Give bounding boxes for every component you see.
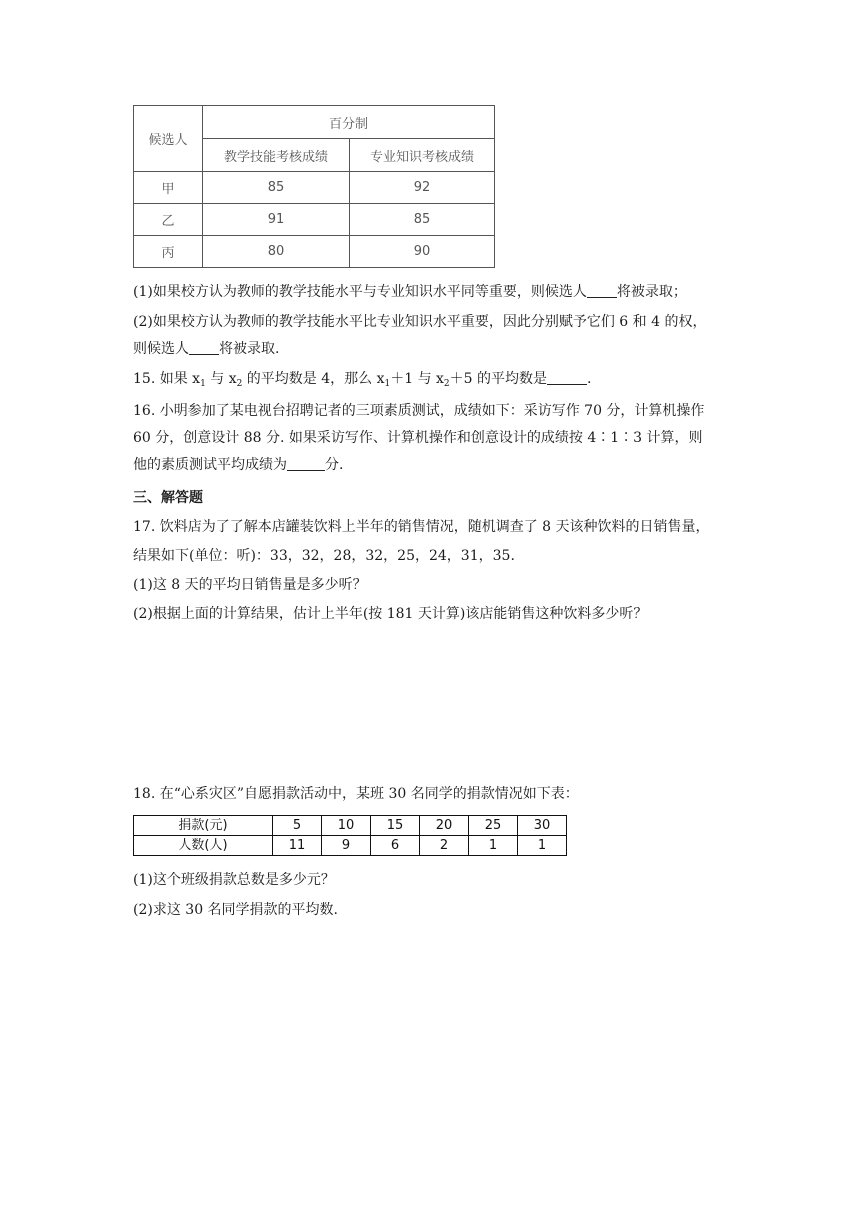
table-row	[134, 236, 495, 268]
candidate-name: 甲	[134, 172, 203, 204]
question-18-part2: (2)求这 30 名同学捐款的平均数.	[133, 902, 338, 918]
candidate-score-table	[133, 105, 495, 268]
answer-blank	[547, 370, 587, 385]
subscript: 1	[200, 379, 206, 389]
donation-value: 15	[371, 816, 420, 836]
section-heading: 三、解答题	[133, 490, 203, 506]
question-18-part1: (1)这个班级捐款总数是多少元？	[133, 872, 335, 888]
q14-part2-line1: (2)如果校方认为教师的教学技能水平比专业知识水平重要，因此分别赋予它们 6 和 4 的权，	[133, 314, 707, 330]
candidate-name: 丙	[134, 236, 203, 268]
knowledge-score: 90	[350, 236, 495, 268]
answer-blank	[587, 283, 617, 298]
header-percentage: 百分制	[203, 106, 495, 139]
header-teaching-score: 教学技能考核成绩	[203, 139, 350, 172]
answer-blank	[287, 456, 325, 471]
teaching-score: 91	[203, 204, 350, 236]
question-17-line1: 17. 饮料店为了了解本店罐装饮料上半年的销售情况，随机调查了 8 天该种饮料的日销售量，	[133, 519, 710, 535]
table-row	[134, 816, 567, 836]
people-count: 1	[469, 836, 518, 856]
subscript: 2	[443, 379, 450, 389]
people-count: 2	[420, 836, 469, 856]
q14-part1-text: (1)如果校方认为教师的教学技能水平与专业知识水平同等重要，则候选人	[133, 284, 587, 300]
question-17-line2: 结果如下(单位：听)：33，32，28，32，25，24，31，35.	[133, 548, 515, 564]
q15-text: 15. 如果 x	[133, 371, 201, 387]
question-17-part1: (1)这 8 天的平均日销售量是多少听？	[133, 577, 367, 593]
people-count: 9	[322, 836, 371, 856]
knowledge-score: 85	[350, 204, 495, 236]
subscript: 1	[384, 379, 391, 389]
q14-part2-text-end: 将被录取.	[219, 341, 280, 357]
q16-text: 他的素质测试平均成绩为	[133, 457, 287, 473]
question-15	[133, 370, 591, 388]
row-label-donation: 捐款(元)	[134, 816, 273, 836]
table-row	[134, 836, 567, 856]
donation-value: 30	[518, 816, 567, 836]
table-row	[134, 172, 495, 204]
header-knowledge-score: 专业知识考核成绩	[350, 139, 495, 172]
question-18-line1: 18. 在“心系灾区”自愿捐款活动中，某班 30 名同学的捐款情况如下表：	[133, 786, 579, 802]
question-16-line3	[133, 456, 343, 474]
people-count: 6	[371, 836, 420, 856]
q14-part2-text: 则候选人	[133, 341, 189, 357]
teaching-score: 80	[203, 236, 350, 268]
knowledge-score: 92	[350, 172, 495, 204]
q14-part1	[133, 283, 687, 301]
donation-value: 5	[273, 816, 322, 836]
q14-part1-text-end: 将被录取；	[616, 284, 687, 300]
subscript: 2	[236, 379, 243, 389]
q15-text: ＋1 与 x	[390, 371, 444, 387]
teaching-score: 85	[203, 172, 350, 204]
question-16-line1: 16. 小明参加了某电视台招聘记者的三项素质测试，成绩如下：采访写作 70 分，计算机操作	[133, 403, 705, 419]
donation-value: 25	[469, 816, 518, 836]
header-candidate: 候选人	[134, 106, 203, 172]
q15-text: 与 x	[205, 371, 237, 387]
question-17-part2: (2)根据上面的计算结果，估计上半年(按 181 天计算)该店能销售这种饮料多少听？	[133, 606, 648, 622]
row-label-people: 人数(人)	[134, 836, 273, 856]
q15-text: 的平均数是 4，那么 x	[242, 371, 385, 387]
people-count: 1	[518, 836, 567, 856]
donation-value: 10	[322, 816, 371, 836]
donation-table	[133, 815, 567, 856]
q15-text: ＋5 的平均数是	[449, 371, 548, 387]
answer-blank	[189, 340, 219, 355]
q14-part2-line2	[133, 340, 279, 358]
q15-text: .	[587, 371, 592, 387]
people-count: 11	[273, 836, 322, 856]
table-row	[134, 204, 495, 236]
question-16-line2: 60 分，创意设计 88 分. 如果采访写作、计算机操作和创意设计的成绩按 4∶1∶3 计算，则	[133, 430, 703, 446]
q16-text-end: 分.	[325, 457, 344, 473]
candidate-name: 乙	[134, 204, 203, 236]
donation-value: 20	[420, 816, 469, 836]
